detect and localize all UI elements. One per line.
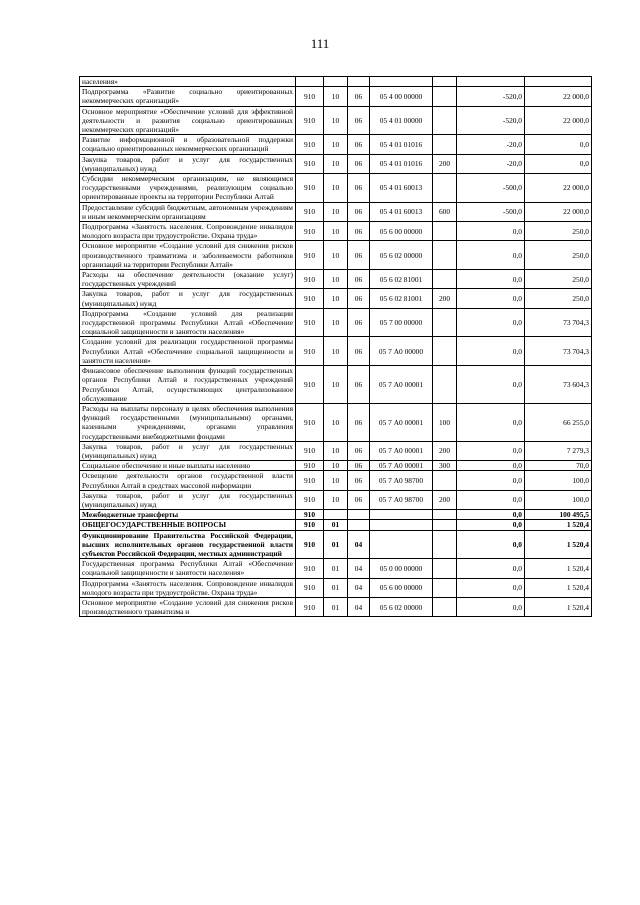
subsection-code: 06 — [348, 337, 370, 366]
amendment-amount: 0,0 — [457, 597, 525, 616]
table-row — [80, 106, 592, 135]
target-article-code — [370, 520, 433, 530]
expense-type-code — [433, 520, 457, 530]
section-code: 10 — [324, 222, 348, 241]
expense-type-code — [433, 366, 457, 404]
subsection-code: 04 — [348, 597, 370, 616]
row-description: Основное мероприятие «Создание условий для снижения рисков производственного травматизма и заболеваемости работников организаций на территории Республики Алтай» — [80, 241, 296, 270]
amendment-amount: -520,0 — [457, 106, 525, 135]
section-code: 10 — [324, 135, 348, 154]
subsection-code: 06 — [348, 490, 370, 509]
target-article-code: 05 4 01 00000 — [370, 106, 433, 135]
total-amount: 22 000,0 — [525, 106, 592, 135]
target-article-code: 05 0 00 00000 — [370, 559, 433, 578]
expense-type-code — [433, 471, 457, 490]
row-description: Закупка товаров, работ и услуг для государственных (муниципальных) нужд — [80, 154, 296, 173]
ministry-code: 910 — [296, 578, 324, 597]
total-amount: 66 255,0 — [525, 403, 592, 441]
table-row — [80, 366, 592, 404]
table-row — [80, 510, 592, 520]
total-amount: 7 279,3 — [525, 441, 592, 460]
target-article-code: 05 7 А0 98700 — [370, 471, 433, 490]
amendment-amount: -500,0 — [457, 202, 525, 221]
subsection-code — [348, 520, 370, 530]
target-article-code — [370, 77, 433, 87]
amendment-amount: 0,0 — [457, 441, 525, 460]
expense-type-code — [433, 510, 457, 520]
section-code: 10 — [324, 490, 348, 509]
expense-type-code: 300 — [433, 461, 457, 471]
expense-type-code: 200 — [433, 441, 457, 460]
table-row — [80, 289, 592, 308]
section-code: 01 — [324, 530, 348, 559]
subsection-code: 06 — [348, 154, 370, 173]
total-amount: 1 520,4 — [525, 520, 592, 530]
section-code — [324, 510, 348, 520]
target-article-code: 05 6 00 00000 — [370, 578, 433, 597]
expense-type-code: 200 — [433, 490, 457, 509]
table-row — [80, 441, 592, 460]
row-description: ОБЩЕГОСУДАРСТВЕННЫЕ ВОПРОСЫ — [80, 520, 296, 530]
section-code: 10 — [324, 87, 348, 106]
table-row — [80, 202, 592, 221]
target-article-code: 05 4 00 00000 — [370, 87, 433, 106]
ministry-code: 910 — [296, 289, 324, 308]
subsection-code: 06 — [348, 289, 370, 308]
target-article-code: 05 7 А0 00001 — [370, 403, 433, 441]
total-amount: 1 520,4 — [525, 559, 592, 578]
subsection-code: 06 — [348, 106, 370, 135]
ministry-code: 910 — [296, 202, 324, 221]
table-row — [80, 154, 592, 173]
total-amount: 73 704,3 — [525, 337, 592, 366]
table-row — [80, 597, 592, 616]
row-description: Расходы на выплаты персоналу в целях обеспечения выполнения функций государственными (муниципальными) органами, казенными учреждениями, органами управления государственными внебюджетными фондами — [80, 403, 296, 441]
ministry-code: 910 — [296, 241, 324, 270]
row-description: населения» — [80, 77, 296, 87]
target-article-code: 05 7 00 00000 — [370, 308, 433, 337]
expense-type-code — [433, 578, 457, 597]
table-row — [80, 174, 592, 203]
row-description: Подпрограмма «Создание условий для реализации государственной программы Республики Алтай «Обеспечение социальной защищенности и занятости населения» — [80, 308, 296, 337]
subsection-code: 06 — [348, 366, 370, 404]
ministry-code: 910 — [296, 270, 324, 289]
target-article-code: 05 6 02 81001 — [370, 289, 433, 308]
target-article-code: 05 7 А0 00001 — [370, 461, 433, 471]
total-amount: 0,0 — [525, 154, 592, 173]
expense-type-code — [433, 559, 457, 578]
total-amount: 0,0 — [525, 135, 592, 154]
expense-type-code — [433, 135, 457, 154]
expense-type-code — [433, 87, 457, 106]
amendment-amount: 0,0 — [457, 471, 525, 490]
total-amount: 250,0 — [525, 222, 592, 241]
row-description: Создание условий для реализации государственной программы Республики Алтай «Обеспечение социальной защищенности и занятости населения» — [80, 337, 296, 366]
amendment-amount: 0,0 — [457, 289, 525, 308]
total-amount: 250,0 — [525, 241, 592, 270]
target-article-code: 05 4 01 01016 — [370, 135, 433, 154]
row-description: Основное мероприятие «Создание условий для снижения рисков производственного травматизма и — [80, 597, 296, 616]
ministry-code: 910 — [296, 441, 324, 460]
subsection-code: 04 — [348, 559, 370, 578]
target-article-code: 05 7 А0 98700 — [370, 490, 433, 509]
subsection-code: 04 — [348, 530, 370, 559]
target-article-code: 05 6 02 00000 — [370, 597, 433, 616]
ministry-code: 910 — [296, 461, 324, 471]
ministry-code: 910 — [296, 471, 324, 490]
subsection-code: 06 — [348, 135, 370, 154]
total-amount: 250,0 — [525, 270, 592, 289]
section-code: 10 — [324, 441, 348, 460]
total-amount: 22 000,0 — [525, 202, 592, 221]
ministry-code: 910 — [296, 366, 324, 404]
amendment-amount: 0,0 — [457, 520, 525, 530]
ministry-code: 910 — [296, 154, 324, 173]
row-description: Развитие информационной и образовательной поддержки социально ориентированных некоммерческих организаций — [80, 135, 296, 154]
amendment-amount: -20,0 — [457, 135, 525, 154]
ministry-code: 910 — [296, 135, 324, 154]
amendment-amount: 0,0 — [457, 403, 525, 441]
total-amount: 1 520,4 — [525, 530, 592, 559]
amendment-amount: 0,0 — [457, 270, 525, 289]
row-description: Субсидии некоммерческим организациям, не являющимся государственными учреждениями, реализующим социально ориентированные проекты на территории Республики Алтай — [80, 174, 296, 203]
subsection-code — [348, 510, 370, 520]
row-description: Закупка товаров, работ и услуг для государственных (муниципальных) нужд — [80, 289, 296, 308]
ministry-code: 910 — [296, 308, 324, 337]
ministry-code: 910 — [296, 87, 324, 106]
amendment-amount: 0,0 — [457, 530, 525, 559]
ministry-code — [296, 77, 324, 87]
ministry-code: 910 — [296, 174, 324, 203]
row-description: Государственная программа Республики Алтай «Обеспечение социальной защищенности и занятости населения» — [80, 559, 296, 578]
table-row — [80, 520, 592, 530]
ministry-code: 910 — [296, 490, 324, 509]
table-row — [80, 222, 592, 241]
table-row — [80, 270, 592, 289]
table-row — [80, 87, 592, 106]
total-amount: 100,0 — [525, 471, 592, 490]
ministry-code: 910 — [296, 597, 324, 616]
table-row — [80, 135, 592, 154]
row-description: Подпрограмма «Развитие социально ориентированных некоммерческих организаций» — [80, 87, 296, 106]
expense-type-code — [433, 530, 457, 559]
amendment-amount: 0,0 — [457, 461, 525, 471]
amendment-amount: 0,0 — [457, 366, 525, 404]
target-article-code: 05 4 01 60013 — [370, 174, 433, 203]
ministry-code: 910 — [296, 530, 324, 559]
section-code — [324, 77, 348, 87]
target-article-code: 05 7 А0 00001 — [370, 366, 433, 404]
table-row — [80, 337, 592, 366]
subsection-code: 06 — [348, 441, 370, 460]
amendment-amount: 0,0 — [457, 222, 525, 241]
subsection-code: 06 — [348, 241, 370, 270]
total-amount: 73 604,3 — [525, 366, 592, 404]
subsection-code: 06 — [348, 202, 370, 221]
total-amount: 250,0 — [525, 289, 592, 308]
total-amount: 70,0 — [525, 461, 592, 471]
total-amount: 22 000,0 — [525, 174, 592, 203]
budget-table — [79, 76, 592, 617]
subsection-code — [348, 77, 370, 87]
amendment-amount: 0,0 — [457, 510, 525, 520]
row-description: Освещение деятельности органов государственной власти Республики Алтай в средствах массовой информации — [80, 471, 296, 490]
total-amount: 100,0 — [525, 490, 592, 509]
amendment-amount: 0,0 — [457, 308, 525, 337]
target-article-code — [370, 530, 433, 559]
target-article-code: 05 6 02 00000 — [370, 241, 433, 270]
table-row — [80, 403, 592, 441]
target-article-code: 05 6 02 81001 — [370, 270, 433, 289]
total-amount: 1 520,4 — [525, 597, 592, 616]
ministry-code: 910 — [296, 222, 324, 241]
expense-type-code: 600 — [433, 202, 457, 221]
table-row — [80, 77, 592, 87]
amendment-amount: -20,0 — [457, 154, 525, 173]
expense-type-code — [433, 77, 457, 87]
table-row — [80, 559, 592, 578]
expense-type-code — [433, 270, 457, 289]
amendment-amount: 0,0 — [457, 559, 525, 578]
expense-type-code — [433, 308, 457, 337]
expense-type-code: 200 — [433, 154, 457, 173]
table-row — [80, 578, 592, 597]
section-code: 10 — [324, 241, 348, 270]
table-row — [80, 241, 592, 270]
total-amount: 22 000,0 — [525, 87, 592, 106]
section-code: 01 — [324, 597, 348, 616]
table-row — [80, 461, 592, 471]
row-description: Основное мероприятие «Обеспечение условий для эффективной деятельности и развития социально ориентированных некоммерческих организаций» — [80, 106, 296, 135]
table-row — [80, 471, 592, 490]
section-code: 10 — [324, 174, 348, 203]
total-amount: 1 520,4 — [525, 578, 592, 597]
target-article-code: 05 7 А0 00001 — [370, 441, 433, 460]
section-code: 10 — [324, 289, 348, 308]
row-description: Закупка товаров, работ и услуг для государственных (муниципальных) нужд — [80, 490, 296, 509]
row-description: Финансовое обеспечение выполнения функций государственных органов Республики Алтай и государственных учреждений Республики Алтай, осуществляющих централизованное обслуживание — [80, 366, 296, 404]
section-code: 10 — [324, 471, 348, 490]
expense-type-code — [433, 106, 457, 135]
section-code: 10 — [324, 202, 348, 221]
section-code: 10 — [324, 154, 348, 173]
section-code: 10 — [324, 337, 348, 366]
ministry-code: 910 — [296, 559, 324, 578]
page-number: 111 — [310, 36, 330, 51]
subsection-code: 06 — [348, 471, 370, 490]
expense-type-code: 100 — [433, 403, 457, 441]
section-code: 01 — [324, 578, 348, 597]
section-code: 10 — [324, 270, 348, 289]
expense-type-code — [433, 597, 457, 616]
target-article-code: 05 6 00 00000 — [370, 222, 433, 241]
row-description: Подпрограмма «Занятость населения. Сопровождение инвалидов молодого возраста при трудоустройстве. Охрана труда» — [80, 578, 296, 597]
table-row — [80, 308, 592, 337]
subsection-code: 06 — [348, 222, 370, 241]
subsection-code: 06 — [348, 87, 370, 106]
subsection-code: 06 — [348, 270, 370, 289]
expense-type-code — [433, 222, 457, 241]
total-amount: 73 704,3 — [525, 308, 592, 337]
section-code: 01 — [324, 559, 348, 578]
row-description: Подпрограмма «Занятость населения. Сопровождение инвалидов молодого возраста при трудоустройстве. Охрана труда» — [80, 222, 296, 241]
amendment-amount: 0,0 — [457, 241, 525, 270]
section-code: 10 — [324, 461, 348, 471]
amendment-amount: 0,0 — [457, 337, 525, 366]
section-code: 10 — [324, 106, 348, 135]
target-article-code: 05 7 А0 00000 — [370, 337, 433, 366]
amendment-amount: -500,0 — [457, 174, 525, 203]
table-row — [80, 530, 592, 559]
subsection-code: 06 — [348, 308, 370, 337]
subsection-code: 04 — [348, 578, 370, 597]
amendment-amount — [457, 77, 525, 87]
total-amount — [525, 77, 592, 87]
table-row — [80, 490, 592, 509]
target-article-code — [370, 510, 433, 520]
ministry-code: 910 — [296, 520, 324, 530]
section-code: 10 — [324, 403, 348, 441]
row-description: Функционирование Правительства Российской Федерации, высших исполнительных органов государственной власти субъектов Российской Федерации, местных администраций — [80, 530, 296, 559]
ministry-code: 910 — [296, 403, 324, 441]
ministry-code: 910 — [296, 337, 324, 366]
target-article-code: 05 4 01 01016 — [370, 154, 433, 173]
expense-type-code — [433, 241, 457, 270]
amendment-amount: 0,0 — [457, 490, 525, 509]
amendment-amount: -520,0 — [457, 87, 525, 106]
expense-type-code: 200 — [433, 289, 457, 308]
subsection-code: 06 — [348, 461, 370, 471]
row-description: Предоставление субсидий бюджетным, автономным учреждениям и иным некоммерческим организациям — [80, 202, 296, 221]
ministry-code: 910 — [296, 510, 324, 520]
subsection-code: 06 — [348, 174, 370, 203]
row-description: Социальное обеспечение и иные выплаты населению — [80, 461, 296, 471]
total-amount: 100 495,5 — [525, 510, 592, 520]
section-code: 10 — [324, 308, 348, 337]
section-code: 01 — [324, 520, 348, 530]
expense-type-code — [433, 174, 457, 203]
section-code: 10 — [324, 366, 348, 404]
subsection-code: 06 — [348, 403, 370, 441]
expense-type-code — [433, 337, 457, 366]
target-article-code: 05 4 01 60013 — [370, 202, 433, 221]
row-description: Закупка товаров, работ и услуг для государственных (муниципальных) нужд — [80, 441, 296, 460]
amendment-amount: 0,0 — [457, 578, 525, 597]
row-description: Расходы на обеспечение деятельности (оказание услуг) государственных учреждений — [80, 270, 296, 289]
ministry-code: 910 — [296, 106, 324, 135]
row-description: Межбюджетные трансферты — [80, 510, 296, 520]
